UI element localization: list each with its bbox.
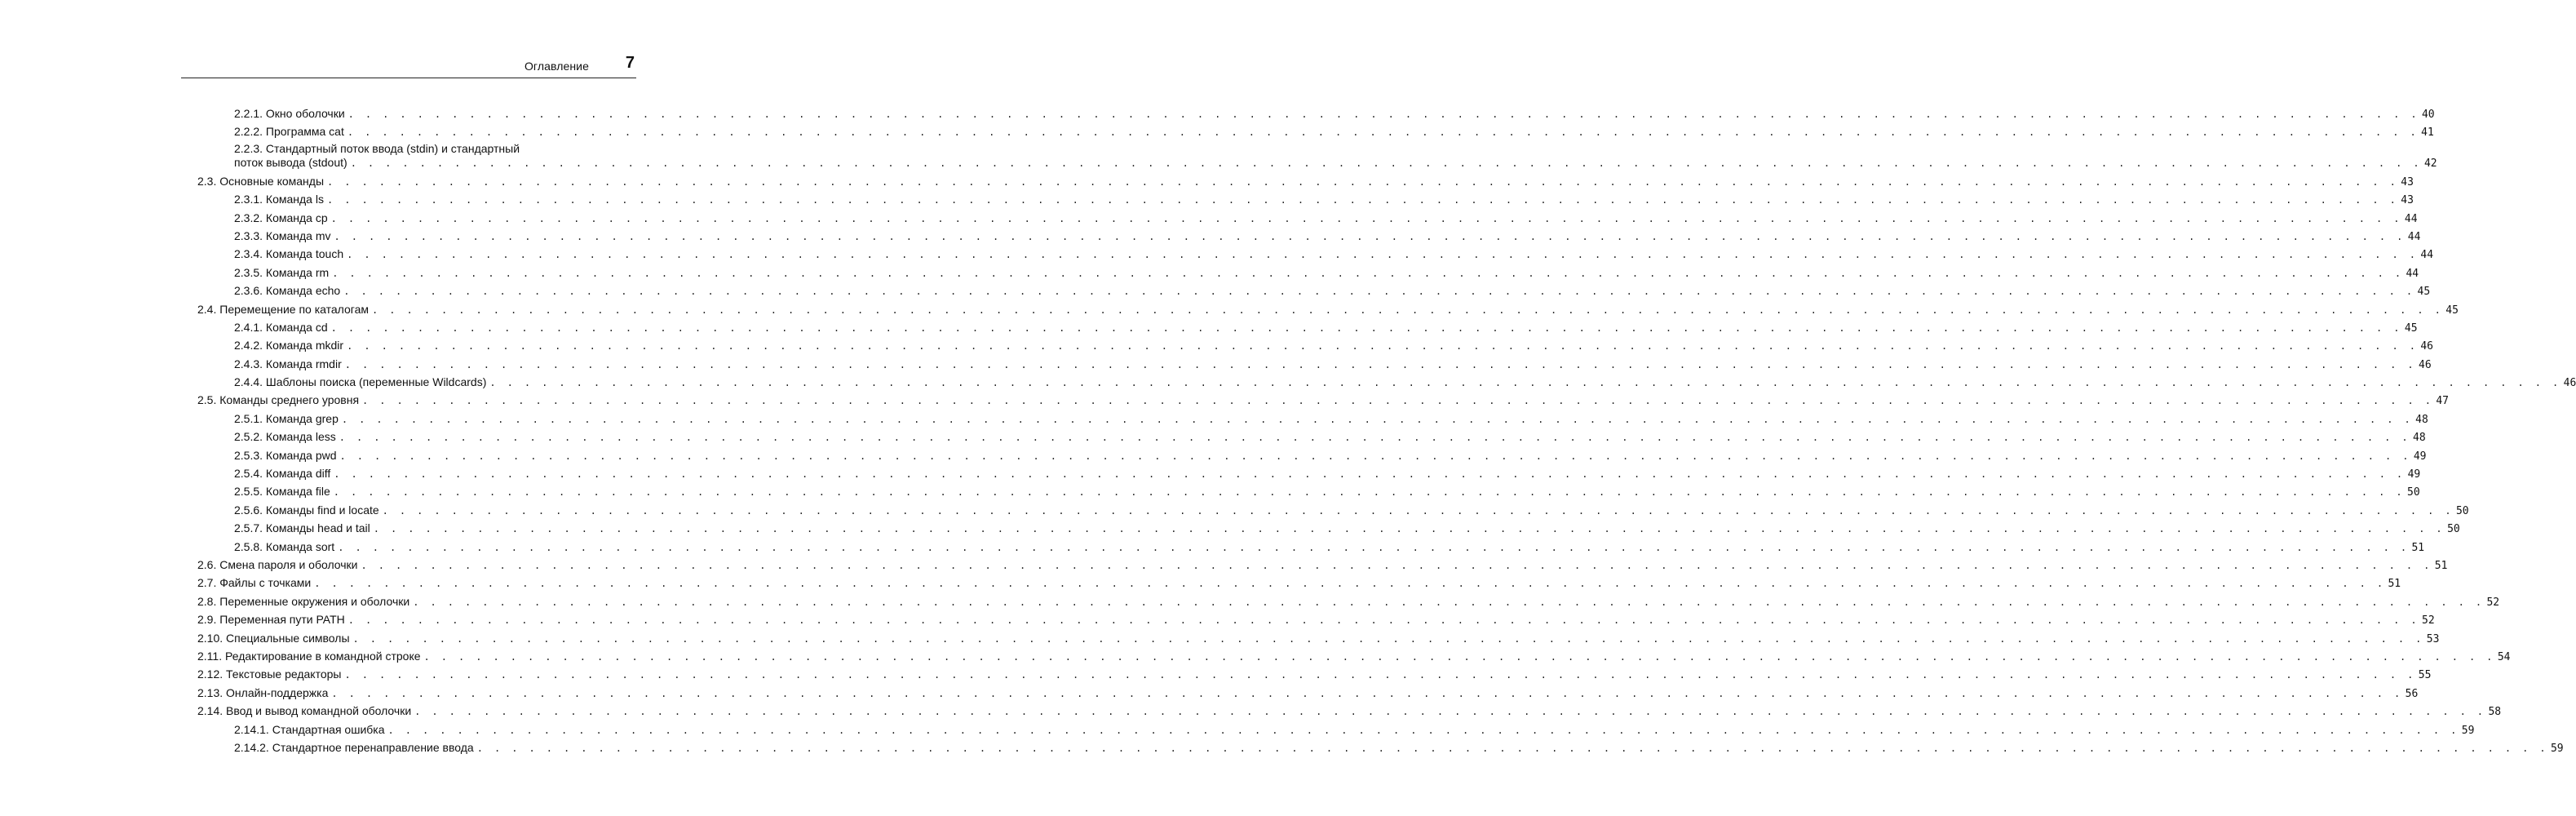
toc-entry-page: 59 bbox=[2461, 724, 2475, 737]
toc-entry-title: Команда echo bbox=[265, 284, 341, 298]
toc-entry-body bbox=[197, 574, 2401, 592]
toc-entry-number: 2.4.4. bbox=[234, 375, 263, 389]
toc-entry-number: 2.5.3. bbox=[234, 448, 263, 462]
toc-entry-text bbox=[234, 374, 486, 390]
toc-entry-text bbox=[234, 428, 336, 445]
dot-leader: . . . . . . . . . . . . . . . . . . . . . . . . . . . . . . . . . . . . . . . . . . . . . . . . . . . . . . . . . . . . . . . . . . . . . . . . . . . . . . . . . . . . . . . . . . . . . . . . . . . . . . . . . . . . . . . . . . . . . . . . bbox=[343, 286, 2415, 298]
dot-leader: . . . . . . . . . . . . . . . . . . . . . . . . . . . . . . . . . . . . . . . . . . . . . . . . . . . . . . . . . . . . . . . . . . . . . . . . . . . . . . . . . . . . . . . . . . . . . . . . . . . . . . . . . . . . . . . . . . . . . . . . bbox=[347, 340, 2419, 353]
toc-entry-text bbox=[197, 557, 358, 573]
toc-entry-line bbox=[234, 447, 2427, 465]
toc-entry-body bbox=[234, 210, 2418, 228]
dot-leader: . . . . . . . . . . . . . . . . . . . . . . . . . . . . . . . . . . . . . . . . . . . . . . . . . . . . . . . . . . . . . . . . . . . . . . . . . . . . . . . . . . . . . . . . . . . . . . . . . . . . . . . . . . . . . . . . . . . . . . . . bbox=[330, 322, 2402, 334]
toc-entry-text bbox=[234, 228, 331, 244]
toc-entry-title: Команда ls bbox=[265, 193, 324, 206]
toc-entry-title: Команда grep bbox=[265, 411, 339, 425]
toc-entry-page: 47 bbox=[2436, 395, 2449, 408]
toc-entry-text bbox=[197, 685, 328, 701]
toc-entry-line bbox=[234, 105, 2435, 123]
toc-entry-line bbox=[234, 539, 2425, 557]
toc-entry-text bbox=[234, 246, 343, 262]
toc-entry-title: Команда mv bbox=[265, 228, 331, 242]
toc-entry-number: 2.5.6. bbox=[234, 503, 263, 517]
dot-leader: . . . . . . . . . . . . . . . . . . . . . . . . . . . . . . . . . . . . . . . . . . . . . . . . . . . . . . . . . . . . . . . . . . . . . . . . . . . . . . . . . . . . . . . . . . . . . . . . . . . . . . . . . . . . . . . . . . . . . . . . bbox=[334, 230, 2406, 242]
dot-leader: . . . . . . . . . . . . . . . . . . . . . . . . . . . . . . . . . . . . . . . . . . . . . . . . . . . . . . . . . . . . . . . . . . . . . . . . . . . . . . . . . . . . . . . . . . . . . . . . . . . . . . . . . . . . . . . . . . . . . . . . bbox=[338, 541, 2410, 553]
toc-entry-text bbox=[234, 721, 385, 738]
toc-entry[interactable] bbox=[197, 301, 2459, 319]
dot-leader: . . . . . . . . . . . . . . . . . . . . . . . . . . . . . . . . . . . . . . . . . . . . . . . . . . . . . . . . . . . . . . . . . . . . . . . . . . . . . . . . . . . . . . . . . . . . . . . . . . . . . . . . . . . . . . . . . . . . . . . . bbox=[327, 175, 2399, 188]
dot-leader: . . . . . . . . . . . . . . . . . . . . . . . . . . . . . . . . . . . . . . . . . . . . . . . . . . . . . . . . . . . . . . . . . . . . . . . . . . . . . . . . . . . . . . . . . . . . . . . . . . . . . . . . . . . . . . . . . . . . . . . . bbox=[387, 724, 2459, 736]
toc-entry-title: Команды среднего уровня bbox=[219, 393, 360, 407]
toc-entry-title: Переменные окружения и оболочки bbox=[219, 594, 410, 608]
toc-entry-body bbox=[234, 428, 2426, 446]
toc-entry-body bbox=[197, 611, 2435, 629]
toc-entry-number: 2.3.5. bbox=[234, 265, 263, 279]
dot-leader: . . . . . . . . . . . . . . . . . . . . . . . . . . . . . . . . . . . . . . . . . . . . . . . . . . . . . . . . . . . . . . . . . . . . . . . . . . . . . . . . . . . . . . . . . . . . . . . . . . . . . . . . . . . . . . . . . . . . . . . . bbox=[476, 742, 2548, 754]
toc-entry[interactable] bbox=[197, 648, 2511, 666]
toc-entry-page: 50 bbox=[2447, 523, 2460, 536]
toc-entry-title: Стандартное перенаправление ввода bbox=[272, 740, 474, 754]
toc-entry[interactable] bbox=[197, 721, 2475, 739]
toc-entry-title: Команда cp bbox=[265, 211, 328, 224]
toc-entry-page: 52 bbox=[2422, 614, 2435, 628]
toc-entry-page: 51 bbox=[2388, 578, 2401, 591]
toc-entry-text bbox=[234, 105, 345, 122]
toc-entry-title: поток вывода (stdout) bbox=[234, 155, 347, 169]
toc-entry-line bbox=[234, 246, 2434, 264]
toc-entry-line bbox=[234, 520, 2460, 538]
toc-entry[interactable] bbox=[197, 593, 2500, 611]
toc-entry-title: Команда file bbox=[265, 485, 330, 499]
toc-entry-line bbox=[197, 301, 2459, 319]
toc-entry-line bbox=[234, 191, 2414, 209]
toc-entry-page: 45 bbox=[2445, 304, 2459, 317]
toc-entry-page: 52 bbox=[2486, 596, 2500, 609]
toc-entry-number: 2.3.3. bbox=[234, 228, 263, 242]
dot-leader: . . . . . . . . . . . . . . . . . . . . . . . . . . . . . . . . . . . . . . . . . . . . . . . . . . . . . . . . . . . . . . . . . . . . . . . . . . . . . . . . . . . . . . . . . . . . . . . . . . . . . . . . . . . . . . . . . . . . . . . . bbox=[347, 614, 2420, 627]
toc-entry-number: 2.7. bbox=[197, 576, 217, 590]
toc-entry-body bbox=[234, 539, 2425, 557]
toc-entry-body bbox=[197, 630, 2440, 648]
toc-entry-line bbox=[197, 685, 2419, 703]
toc-entry-body bbox=[234, 447, 2427, 465]
toc-entry-body bbox=[197, 301, 2459, 319]
toc-entry-number: 2.5.4. bbox=[234, 467, 263, 481]
toc-entry[interactable] bbox=[197, 173, 2414, 191]
toc-entry[interactable] bbox=[197, 447, 2427, 465]
toc-entry-number: 2.9. bbox=[197, 613, 217, 627]
dot-leader: . . . . . . . . . . . . . . . . . . . . . . . . . . . . . . . . . . . . . . . . . . . . . . . . . . . . . . . . . . . . . . . . . . . . . . . . . . . . . . . . . . . . . . . . . . . . . . . . . . . . . . . . . . . . . . . . . . . . . . . . bbox=[347, 109, 2419, 120]
toc-entry-number: 2.14.1. bbox=[234, 722, 269, 736]
toc-entry-title: Ввод и вывод командной оболочки bbox=[226, 704, 412, 718]
dot-leader: . . . . . . . . . . . . . . . . . . . . . . . . . . . . . . . . . . . . . . . . . . . . . . . . . . . . . . . . . . . . . . . . . . . . . . . . . . . . . . . . . . . . . . . . . . . . . . . . . . . . . . . . . . . . . . . . . . . . . . . . bbox=[333, 486, 2406, 499]
toc-entry-page: 46 bbox=[2420, 340, 2434, 353]
toc-entry-text bbox=[197, 173, 324, 189]
toc-entry-body bbox=[234, 105, 2435, 123]
toc-entry-text bbox=[234, 337, 343, 353]
toc-entry-text bbox=[234, 447, 337, 463]
toc-entry-body bbox=[197, 173, 2414, 191]
toc-entry-body bbox=[197, 685, 2419, 703]
toc-entry-number: 2.5.8. bbox=[234, 539, 263, 553]
dot-leader: . . . . . . . . . . . . . . . . . . . . . . . . . . . . . . . . . . . . . . . . . . . . . . . . . . . . . . . . . . . . . . . . . . . . . . . . . . . . . . . . . . . . . . . . . . . . . . . . . . . . . . . . . . . . . . . . . . . . . . . . bbox=[362, 395, 2434, 407]
toc-entry-body bbox=[234, 141, 2437, 171]
dot-leader: . . . . . . . . . . . . . . . . . . . . . . . . . . . . . . . . . . . . . . . . . . . . . . . . . . . . . . . . . . . . . . . . . . . . . . . . . . . . . . . . . . . . . . . . . . . . . . . . . . . . . . . . . . . . . . . . . . . . . . . . bbox=[352, 632, 2424, 645]
toc-entry-text bbox=[234, 156, 347, 170]
toc-entry-number: 2.2.1. bbox=[234, 107, 263, 120]
toc-entry-number: 2.3.6. bbox=[234, 284, 263, 298]
toc-entry-page: 43 bbox=[2401, 194, 2414, 207]
toc-entry-page: 44 bbox=[2420, 249, 2434, 262]
toc-entry-title: Команда less bbox=[265, 430, 336, 444]
toc-entry-line bbox=[234, 337, 2434, 355]
toc-entry-title: Команда touch bbox=[265, 247, 344, 261]
toc-entry[interactable] bbox=[197, 666, 2432, 684]
toc-entry-title: Команда rm bbox=[265, 265, 330, 279]
toc-entry-page: 55 bbox=[2418, 669, 2432, 682]
toc-entry-body bbox=[234, 739, 2564, 757]
dot-leader: . . . . . . . . . . . . . . . . . . . . . . . . . . . . . . . . . . . . . . . . . . . . . . . . . . . . . . . . . . . . . . . . . . . . . . . . . . . . . . . . . . . . . . . . . . . . . . . . . . . . . . . . . . . . . . . . . . . . . . . . bbox=[326, 194, 2399, 206]
dot-leader: . . . . . . . . . . . . . . . . . . . . . . . . . . . . . . . . . . . . . . . . . . . . . . . . . . . . . . . . . . . . . . . . . . . . . . . . . . . . . . . . . . . . . . . . . . . . . . . . . . . . . . . . . . . . . . . . . . . . . . . . bbox=[344, 358, 2417, 370]
toc-entry-line bbox=[197, 611, 2435, 629]
toc-entry-page: 43 bbox=[2401, 175, 2414, 188]
toc-entry-title: Стандартный поток ввода (stdin) и стандартный bbox=[265, 141, 520, 155]
toc-entry-text bbox=[234, 210, 328, 226]
toc-entry-text bbox=[197, 666, 341, 682]
dot-leader: . . . . . . . . . . . . . . . . . . . . . . . . . . . . . . . . . . . . . . . . . . . . . . . . . . . . . . . . . . . . . . . . . . . . . . . . . . . . . . . . . . . . . . . . . . . . . . . . . . . . . . . . . . . . . . . . . . . . . . . . bbox=[413, 596, 2485, 608]
toc-entry-page: 44 bbox=[2407, 230, 2421, 243]
toc-entry-title: Редактирование в командной строке bbox=[225, 649, 421, 663]
toc-entry[interactable] bbox=[197, 246, 2434, 264]
toc-entry[interactable] bbox=[197, 428, 2426, 446]
toc-entry-title: Команда pwd bbox=[265, 448, 337, 462]
dot-leader: . . . . . . . . . . . . . . . . . . . . . . . . . . . . . . . . . . . . . . . . . . . . . . . . . . . . . . . . . . . . . . . . . . . . . . . . . . . . . . . . . . . . . . . . . . . . . . . . . . . . . . . . . . . . . . . . . . . . . . . . bbox=[332, 267, 2404, 279]
page-header bbox=[181, 51, 636, 78]
toc-entry-number: 2.14. bbox=[197, 704, 224, 718]
toc-entry-title: Онлайн-поддержка bbox=[226, 685, 329, 699]
toc-entry[interactable] bbox=[197, 264, 2419, 282]
toc-entry[interactable] bbox=[197, 483, 2420, 501]
toc-entry-line bbox=[197, 593, 2500, 611]
toc-entry[interactable] bbox=[197, 319, 2418, 337]
toc-entry-title: Файлы с точками bbox=[219, 576, 312, 590]
toc-entry-line bbox=[234, 374, 2576, 392]
toc-entry-line bbox=[234, 264, 2419, 282]
toc-entry-text bbox=[197, 301, 369, 317]
toc-entry-text bbox=[234, 356, 342, 372]
toc-entry-text bbox=[197, 648, 421, 664]
dot-leader: . . . . . . . . . . . . . . . . . . . . . . . . . . . . . . . . . . . . . . . . . . . . . . . . . . . . . . . . . . . . . . . . . . . . . . . . . . . . . . . . . . . . . . . . . . . . . . . . . . . . . . . . . . . . . . . . . . . . . . . . bbox=[361, 559, 2432, 571]
toc-entry-page: 45 bbox=[2417, 286, 2431, 299]
toc-entry[interactable] bbox=[197, 210, 2418, 228]
toc-entry-title: Окно оболочки bbox=[265, 107, 345, 120]
toc-entry-number: 2.11. bbox=[197, 649, 223, 663]
dot-leader: . . . . . . . . . . . . . . . . . . . . . . . . . . . . . . . . . . . . . . . . . . . . . . . . . . . . . . . . . . . . . . . . . . . . . . . . . . . . . . . . . . . . . . . . . . . . . . . . . . . . . . . . . . . . . . . . . . . . . . . . bbox=[414, 706, 2486, 718]
toc-entry-number: 2.6. bbox=[197, 557, 217, 571]
toc-entry-text bbox=[234, 410, 339, 427]
toc-entry-number: 2.4.2. bbox=[234, 339, 263, 353]
toc-entry-page: 45 bbox=[2404, 322, 2418, 335]
toc-entry-page: 50 bbox=[2407, 486, 2420, 499]
toc-entry-body bbox=[234, 191, 2414, 209]
toc-entry-body bbox=[197, 703, 2502, 721]
toc-entry-line bbox=[234, 483, 2420, 501]
toc-entry-text bbox=[234, 502, 379, 518]
dot-leader: . . . . . . . . . . . . . . . . . . . . . . . . . . . . . . . . . . . . . . . . . . . . . . . . . . . . . . . . . . . . . . . . . . . . . . . . . . . . . . . . . . . . . . . . . . . . . . . . . . . . . . . . . . . . . . . . . . . . . . . . bbox=[341, 413, 2414, 425]
dot-leader: . . . . . . . . . . . . . . . . . . . . . . . . . . . . . . . . . . . . . . . . . . . . . . . . . . . . . . . . . . . . . . . . . . . . . . . . . . . . . . . . . . . . . . . . . . . . . . . . . . . . . . . . . . . . . . . . . . . . . . . . bbox=[423, 650, 2495, 663]
toc-entry-line bbox=[197, 557, 2448, 574]
toc-entry-page: 48 bbox=[2415, 413, 2428, 426]
dot-leader: . . . . . . . . . . . . . . . . . . . . . . . . . . . . . . . . . . . . . . . . . . . . . . . . . . . . . . . . . . . . . . . . . . . . . . . . . . . . . . . . . . . . . . . . . . . . . . . . . . . . . . . . . . . . . . . . . . . . . . . . bbox=[330, 212, 2402, 224]
toc-entry[interactable] bbox=[197, 392, 2449, 410]
toc-entry-number: 2.5.1. bbox=[234, 411, 263, 425]
toc-entry-page: 49 bbox=[2407, 468, 2421, 481]
dot-leader: . . . . . . . . . . . . . . . . . . . . . . . . . . . . . . . . . . . . . . . . . . . . . . . . . . . . . . . . . . . . . . . . . . . . . . . . . . . . . . . . . . . . . . . . . . . . . . . . . . . . . . . . . . . . . . . . . . . . . . . . bbox=[489, 377, 2561, 389]
toc-entry-text bbox=[234, 483, 330, 499]
toc-entry-body bbox=[234, 502, 2469, 520]
toc-entry-page: 58 bbox=[2488, 706, 2502, 719]
toc-entry[interactable] bbox=[197, 228, 2421, 246]
toc-entry-body bbox=[234, 319, 2418, 337]
toc-entry-text bbox=[234, 191, 324, 207]
dot-leader: . . . . . . . . . . . . . . . . . . . . . . . . . . . . . . . . . . . . . . . . . . . . . . . . . . . . . . . . . . . . . . . . . . . . . . . . . . . . . . . . . . . . . . . . . . . . . . . . . . . . . . . . . . . . . . . . . . . . . . . . bbox=[372, 304, 2444, 316]
toc-entry-text bbox=[197, 703, 411, 719]
toc-entry-body bbox=[234, 246, 2434, 264]
toc-entry-line bbox=[234, 282, 2431, 300]
dot-leader: . . . . . . . . . . . . . . . . . . . . . . . . . . . . . . . . . . . . . . . . . . . . . . . . . . . . . . . . . . . . . . . . . . . . . . . . . . . . . . . . . . . . . . . . . . . . . . . . . . . . . . . . . . . . . . . . . . . . . . . . bbox=[334, 468, 2406, 481]
dot-leader: . . . . . . . . . . . . . . . . . . . . . . . . . . . . . . . . . . . . . . . . . . . . . . . . . . . . . . . . . . . . . . . . . . . . . . . . . . . . . . . . . . . . . . . . . . . . . . . . . . . . . . . . . . . . . . . . . . . . . . . . bbox=[339, 450, 2411, 462]
toc-entry-text bbox=[197, 574, 311, 591]
toc-entry-title: Шаблоны поиска (переменные Wildcards) bbox=[265, 375, 487, 389]
toc-entry-line bbox=[234, 123, 2434, 141]
toc-entry-line bbox=[197, 574, 2401, 592]
toc-entry-line bbox=[197, 630, 2440, 648]
toc-entry-title: Перемещение по каталогам bbox=[219, 302, 369, 316]
toc-entry-title: Смена пароля и оболочки bbox=[219, 557, 358, 571]
toc-entry-title-line bbox=[234, 142, 635, 156]
toc-entry-body bbox=[197, 666, 2432, 684]
toc-entry-title: Команда rmdir bbox=[265, 357, 342, 370]
toc-entry-text bbox=[234, 520, 370, 536]
toc-entry-number: 2.3.4. bbox=[234, 247, 263, 261]
toc-entry[interactable] bbox=[197, 703, 2502, 721]
toc-entry[interactable] bbox=[197, 611, 2435, 629]
toc-entry-title: Команда mkdir bbox=[265, 339, 344, 353]
toc-entry-line bbox=[197, 666, 2432, 684]
toc-entry-number: 2.3. bbox=[197, 174, 217, 188]
toc-entry[interactable] bbox=[197, 337, 2434, 355]
toc-entry[interactable] bbox=[197, 191, 2414, 209]
toc-entry-text bbox=[234, 319, 328, 335]
toc-entry-body bbox=[234, 374, 2576, 392]
toc-entry-line bbox=[197, 703, 2502, 721]
toc-entry-number: 2.14.2. bbox=[234, 740, 269, 754]
toc-entry-page: 41 bbox=[2421, 126, 2434, 140]
toc-entry-body bbox=[234, 282, 2431, 300]
toc-entry-number: 2.12. bbox=[197, 667, 224, 681]
toc-entry-body bbox=[197, 593, 2500, 611]
toc-entry-line bbox=[197, 648, 2511, 666]
toc-entry[interactable] bbox=[197, 356, 2432, 374]
toc-entry-page: 44 bbox=[2404, 212, 2418, 225]
toc-entry-body bbox=[234, 520, 2460, 538]
page-number: 7 bbox=[625, 54, 635, 72]
toc-entry-title: Основные команды bbox=[219, 174, 325, 188]
toc-entry-body bbox=[234, 465, 2421, 483]
toc-entry-body bbox=[234, 264, 2419, 282]
toc-entry-line bbox=[234, 410, 2428, 428]
toc-entry-page: 49 bbox=[2413, 450, 2427, 463]
toc-entry-body bbox=[234, 356, 2432, 374]
toc-entry-text bbox=[234, 539, 334, 555]
table-of-contents bbox=[197, 105, 2576, 757]
toc-entry-line bbox=[234, 356, 2432, 374]
toc-entry-text bbox=[234, 465, 330, 481]
dot-leader: . . . . . . . . . . . . . . . . . . . . . . . . . . . . . . . . . . . . . . . . . . . . . . . . . . . . . . . . . . . . . . . . . . . . . . . . . . . . . . . . . . . . . . . . . . . . . . . . . . . . . . . . . . . . . . . . . . . . . . . . bbox=[331, 687, 2403, 699]
toc-entry-line bbox=[234, 210, 2418, 228]
toc-entry[interactable] bbox=[197, 123, 2434, 141]
toc-entry-page: 56 bbox=[2405, 687, 2419, 700]
toc-entry-text bbox=[197, 392, 359, 408]
toc-entry-body bbox=[197, 557, 2448, 574]
toc-entry-line bbox=[197, 173, 2414, 191]
toc-entry[interactable] bbox=[197, 502, 2469, 520]
toc-entry[interactable] bbox=[197, 574, 2401, 592]
toc-entry-body bbox=[234, 123, 2434, 141]
toc-entry-page: 48 bbox=[2413, 432, 2426, 445]
running-head-title: Оглавление bbox=[524, 60, 589, 73]
toc-entry-body bbox=[234, 483, 2420, 501]
toc-entry-title: Текстовые редакторы bbox=[226, 667, 342, 681]
toc-entry-title: Команда sort bbox=[265, 539, 335, 553]
toc-entry-number: 2.5.7. bbox=[234, 521, 263, 535]
toc-entry[interactable] bbox=[197, 465, 2421, 483]
toc-entry-line bbox=[234, 465, 2421, 483]
toc-entry-number: 2.4.1. bbox=[234, 320, 263, 334]
toc-entry[interactable] bbox=[197, 374, 2576, 392]
dot-leader: . . . . . . . . . . . . . . . . . . . . . . . . . . . . . . . . . . . . . . . . . . . . . . . . . . . . . . . . . . . . . . . . . . . . . . . . . . . . . . . . . . . . . . . . . . . . . . . . . . . . . . . . . . . . . . . . . . . . . . . . bbox=[347, 249, 2419, 261]
toc-entry-body bbox=[234, 337, 2434, 355]
dot-leader: . . . . . . . . . . . . . . . . . . . . . . . . . . . . . . . . . . . . . . . . . . . . . . . . . . . . . . . . . . . . . . . . . . . . . . . . . . . . . . . . . . . . . . . . . . . . . . . . . . . . . . . . . . . . . . . . . . . . . . . . bbox=[373, 523, 2445, 535]
dot-leader: . . . . . . . . . . . . . . . . . . . . . . . . . . . . . . . . . . . . . . . . . . . . . . . . . . . . . . . . . . . . . . . . . . . . . . . . . . . . . . . . . . . . . . . . . . . . . . . . . . . . . . . . . . . . . . . . . . . . . . . . bbox=[382, 504, 2454, 517]
toc-entry-page: 54 bbox=[2497, 650, 2511, 663]
toc-entry[interactable] bbox=[197, 141, 2437, 173]
toc-entry-line bbox=[234, 739, 2564, 757]
toc-entry-title: Команды find и locate bbox=[265, 503, 379, 517]
toc-entry-number: 2.3.2. bbox=[234, 211, 263, 224]
toc-entry-text bbox=[197, 611, 345, 628]
toc-entry-number: 2.13. bbox=[197, 685, 224, 699]
toc-entry-page: 51 bbox=[2434, 559, 2448, 572]
toc-entry-line bbox=[234, 155, 2437, 171]
toc-entry-line bbox=[234, 502, 2469, 520]
toc-entry-body bbox=[197, 648, 2511, 666]
toc-entry-page: 46 bbox=[2419, 358, 2432, 371]
toc-entry-line bbox=[234, 721, 2475, 739]
toc-entry[interactable] bbox=[197, 520, 2460, 538]
toc-entry-number: 2.8. bbox=[197, 594, 217, 608]
toc-entry-page: 53 bbox=[2426, 632, 2440, 645]
toc-entry-line bbox=[234, 228, 2421, 246]
toc-entry-page: 44 bbox=[2406, 267, 2419, 280]
toc-entry[interactable] bbox=[197, 410, 2428, 428]
dot-leader: . . . . . . . . . . . . . . . . . . . . . . . . . . . . . . . . . . . . . . . . . . . . . . . . . . . . . . . . . . . . . . . . . . . . . . . . . . . . . . . . . . . . . . . . . . . . . . . . . . . . . . . . . . . . . . . . . . . . . . . . bbox=[314, 578, 2386, 590]
toc-entry[interactable] bbox=[197, 282, 2431, 300]
toc-entry-number: 2.5.5. bbox=[234, 485, 263, 499]
toc-entry-title: Переменная пути PATH bbox=[219, 613, 345, 627]
toc-entry-body bbox=[234, 228, 2421, 246]
toc-entry-number: 2.3.1. bbox=[234, 193, 263, 206]
toc-entry-title: Стандартная ошибка bbox=[272, 722, 385, 736]
toc-entry-title: Программа cat bbox=[265, 125, 344, 139]
toc-entry-number: 2.5. bbox=[197, 393, 217, 407]
toc-entry-text bbox=[234, 739, 474, 756]
toc-entry-page: 46 bbox=[2563, 377, 2576, 390]
toc-entry[interactable] bbox=[197, 739, 2564, 757]
toc-entry-title: Специальные символы bbox=[226, 631, 350, 645]
toc-entry-number: 2.2.3. bbox=[234, 141, 263, 155]
dot-leader: . . . . . . . . . . . . . . . . . . . . . . . . . . . . . . . . . . . . . . . . . . . . . . . . . . . . . . . . . . . . . . . . . . . . . . . . . . . . . . . . . . . . . . . . . . . . . . . . . . . . . . . . . . . . . . . . . . . . . . . . bbox=[350, 157, 2422, 169]
toc-entry-page: 42 bbox=[2423, 157, 2437, 170]
toc-entry-title: Команда cd bbox=[265, 320, 328, 334]
toc-entry-page: 51 bbox=[2411, 541, 2425, 554]
toc-entry-number: 2.10. bbox=[197, 631, 224, 645]
toc-entry-text bbox=[197, 593, 409, 610]
toc-entry-number: 2.5.2. bbox=[234, 430, 263, 444]
toc-entry-number: 2.4.3. bbox=[234, 357, 263, 370]
dot-leader: . . . . . . . . . . . . . . . . . . . . . . . . . . . . . . . . . . . . . . . . . . . . . . . . . . . . . . . . . . . . . . . . . . . . . . . . . . . . . . . . . . . . . . . . . . . . . . . . . . . . . . . . . . . . . . . . . . . . . . . . bbox=[344, 669, 2416, 681]
toc-entry[interactable] bbox=[197, 630, 2440, 648]
toc-entry[interactable] bbox=[197, 105, 2435, 123]
toc-entry-title: Команды head и tail bbox=[265, 521, 370, 535]
toc-entry[interactable] bbox=[197, 557, 2448, 574]
dot-leader: . . . . . . . . . . . . . . . . . . . . . . . . . . . . . . . . . . . . . . . . . . . . . . . . . . . . . . . . . . . . . . . . . . . . . . . . . . . . . . . . . . . . . . . . . . . . . . . . . . . . . . . . . . . . . . . . . . . . . . . . bbox=[339, 432, 2411, 444]
toc-entry[interactable] bbox=[197, 685, 2419, 703]
toc-entry-text bbox=[234, 282, 340, 299]
toc-entry-page: 59 bbox=[2550, 742, 2564, 755]
toc-entry-title: Команда diff bbox=[265, 467, 331, 481]
toc-entry-body bbox=[197, 392, 2449, 410]
toc-entry-number: 2.4. bbox=[197, 302, 217, 316]
toc-entry-body bbox=[234, 721, 2475, 739]
toc-entry[interactable] bbox=[197, 539, 2425, 557]
dot-leader: . . . . . . . . . . . . . . . . . . . . . . . . . . . . . . . . . . . . . . . . . . . . . . . . . . . . . . . . . . . . . . . . . . . . . . . . . . . . . . . . . . . . . . . . . . . . . . . . . . . . . . . . . . . . . . . . . . . . . . . . bbox=[347, 126, 2419, 139]
toc-entry-page: 50 bbox=[2455, 504, 2469, 517]
toc-entry-number: 2.2.2. bbox=[234, 125, 263, 139]
toc-entry-body bbox=[234, 410, 2428, 428]
toc-entry-text bbox=[197, 630, 350, 646]
toc-entry-line bbox=[234, 428, 2426, 446]
toc-entry-line bbox=[234, 319, 2418, 337]
toc-entry-line bbox=[197, 392, 2449, 410]
toc-entry-page: 40 bbox=[2421, 109, 2435, 121]
toc-entry-text bbox=[234, 264, 329, 281]
toc-entry-text bbox=[234, 123, 344, 140]
